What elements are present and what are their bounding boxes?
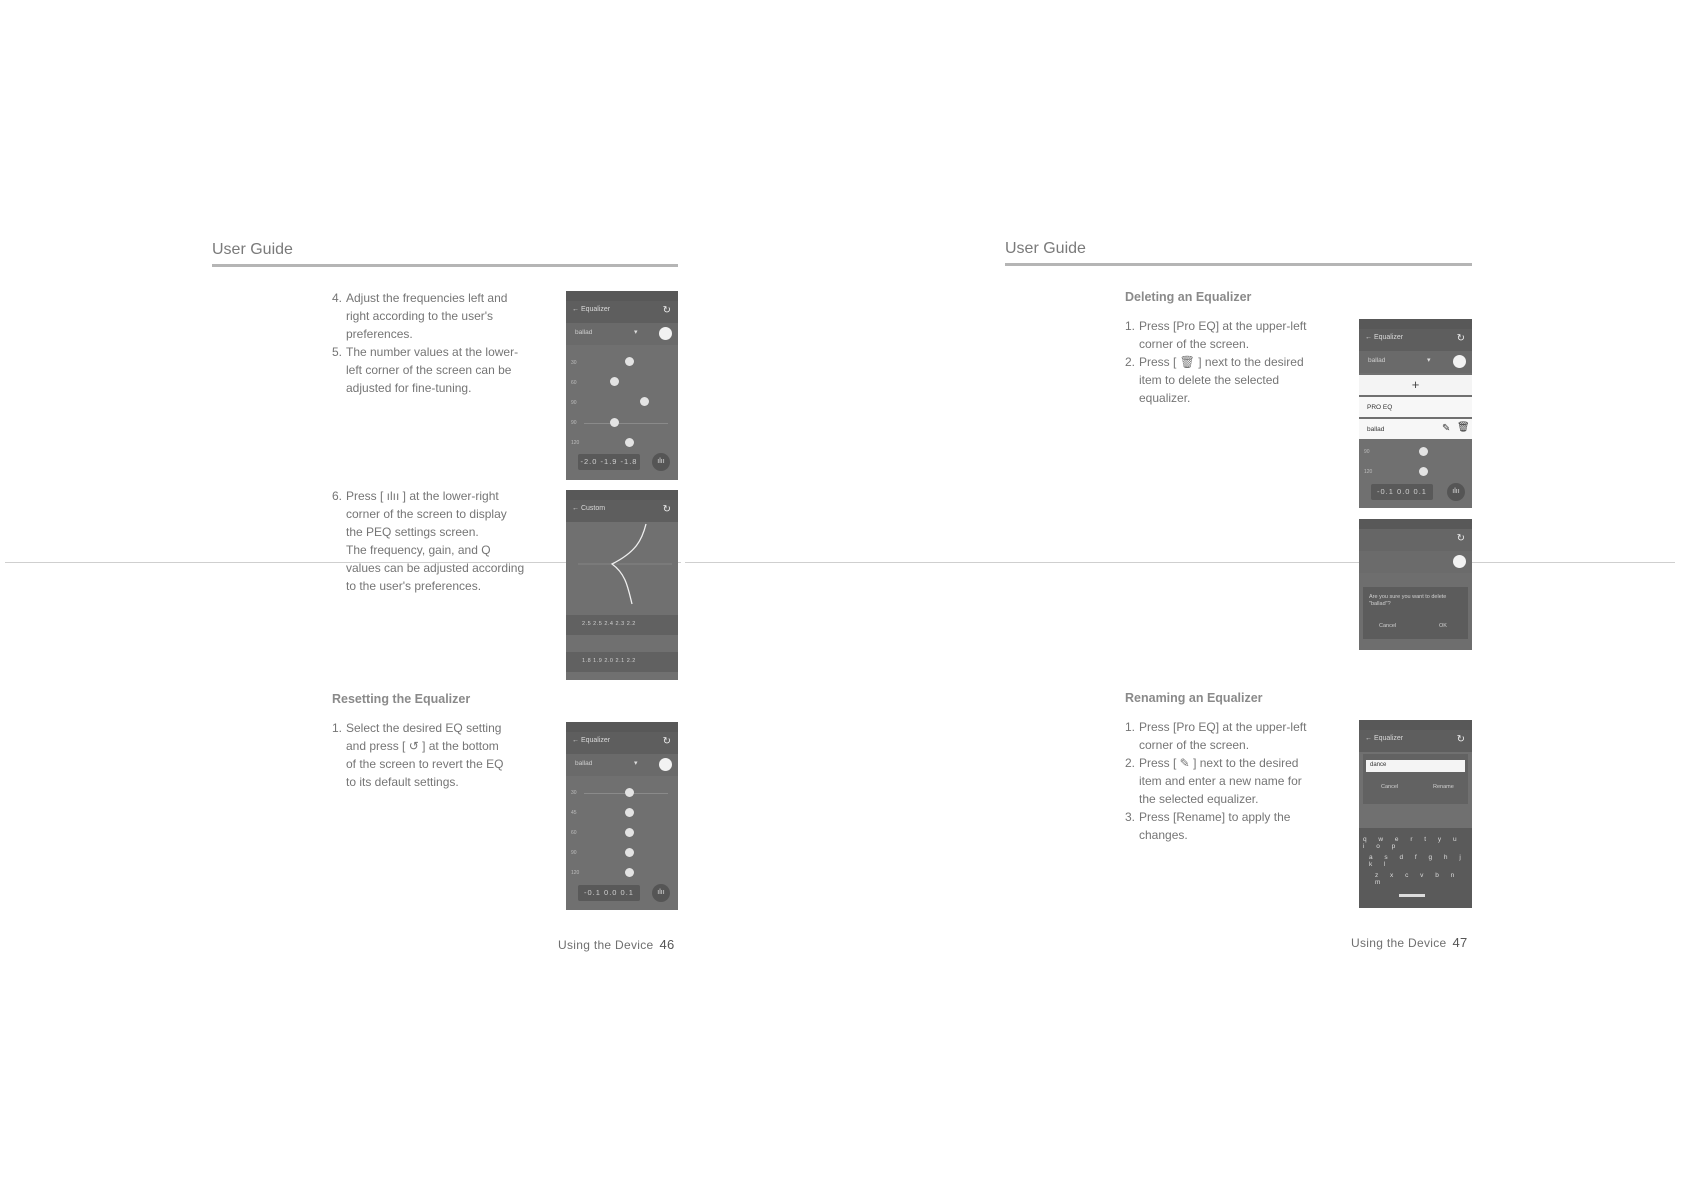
app-title-text: Equalizer — [1373, 334, 1404, 341]
keyboard[interactable] — [1359, 828, 1472, 908]
step-line: right according to the user's — [346, 309, 494, 323]
dropdown-caret-icon: ▾ — [634, 329, 638, 336]
dialog-message: Are you sure you want to delete "ballad"? — [1369, 594, 1447, 607]
band-track — [584, 423, 668, 424]
steps-rename — [1125, 718, 1340, 844]
step-line: Press [Rename] to apply the — [1139, 810, 1291, 824]
gain-row — [566, 615, 678, 635]
step-line: Press [Pro EQ] at the upper-left — [1139, 720, 1307, 734]
status-bar — [566, 291, 678, 301]
screenshot-peq-custom — [566, 490, 678, 680]
band-slider-knob[interactable] — [625, 808, 634, 817]
step-item — [332, 719, 547, 791]
dialog-ok-button[interactable]: OK — [1439, 623, 1447, 629]
app-title-text: Equalizer — [580, 306, 611, 313]
eq-item-name: PRO EQ — [1367, 404, 1393, 411]
reset-icon: ↻ — [1456, 533, 1465, 544]
gain-values: 2.5 2.5 2.4 2.3 2.2 — [582, 621, 636, 627]
app-title: ← Equalizer — [572, 737, 611, 744]
reset-icon[interactable]: ↻ — [662, 504, 671, 515]
footer-text: Using the Device — [1351, 936, 1447, 950]
band-label: 90 — [1364, 449, 1370, 455]
reset-icon[interactable]: ↻ — [1456, 333, 1465, 344]
band-slider-knob[interactable] — [610, 377, 619, 386]
preset-selector[interactable] — [566, 754, 678, 776]
rename-input-value: dance — [1370, 762, 1387, 768]
step-line: item to delete the selected — [1139, 373, 1280, 387]
section-heading-rename: Renaming an Equalizer — [1125, 691, 1263, 705]
step-line: corner of the screen. — [1139, 738, 1250, 752]
step-item — [332, 343, 547, 397]
app-bar — [1359, 730, 1472, 752]
band-label: 60 — [571, 830, 577, 836]
preset-name: ballad — [1368, 357, 1386, 364]
step-line: Press [ ✎ ] next to the desired — [1139, 756, 1299, 770]
section-heading-delete: Deleting an Equalizer — [1125, 290, 1252, 304]
toggle-switch — [1453, 555, 1466, 568]
band-slider-knob[interactable] — [610, 418, 619, 427]
step-item — [1125, 754, 1340, 808]
page-number: 46 — [659, 937, 675, 952]
app-title: ← Equalizer — [1365, 735, 1404, 742]
trash-icon[interactable]: 🗑 — [1457, 422, 1470, 433]
page-header-left: User Guide — [212, 241, 293, 258]
keyboard-row[interactable]: q w e r t y u i o p — [1363, 836, 1462, 850]
app-title-text: Equalizer — [580, 737, 611, 744]
status-bar — [1359, 319, 1472, 329]
band-label: 45 — [571, 810, 577, 816]
steps-peq — [332, 487, 547, 595]
band-slider-knob[interactable] — [625, 848, 634, 857]
band-label: 90 — [571, 400, 577, 406]
app-title: ← Equalizer — [572, 306, 611, 313]
band-label: 90 — [571, 420, 577, 426]
toggle-switch[interactable] — [659, 327, 672, 340]
step-line: preferences. — [346, 327, 413, 341]
step-line: left corner of the screen can be — [346, 363, 512, 377]
rename-confirm-button[interactable]: Rename — [1433, 784, 1454, 790]
band-label: 30 — [571, 790, 577, 796]
app-bar — [566, 301, 678, 323]
status-bar — [1359, 519, 1472, 529]
toggle-switch[interactable] — [659, 758, 672, 771]
page-header-right: User Guide — [1005, 240, 1086, 257]
step-line: corner of the screen to display — [346, 507, 507, 521]
band-slider-knob[interactable] — [625, 438, 634, 447]
step-item — [1125, 718, 1340, 754]
page-footer-left — [558, 937, 675, 952]
keyboard-row[interactable]: a s d f g h j k l — [1369, 854, 1466, 868]
eq-item-name: ballad — [1367, 426, 1385, 433]
value-display[interactable]: -0.1 0.0 0.1 — [578, 885, 640, 901]
dialog-cancel-button[interactable]: Cancel — [1379, 623, 1397, 629]
screenshot-delete-list — [1359, 319, 1472, 508]
step-item — [1125, 353, 1340, 407]
step-line: Select the desired EQ setting — [346, 721, 502, 735]
step-line: values can be adjusted according — [346, 561, 525, 575]
page-number: 47 — [1452, 935, 1468, 950]
step-number: 6. — [332, 489, 343, 503]
header-rule-right — [1005, 263, 1472, 266]
confirm-dialog — [1363, 587, 1468, 639]
pencil-icon[interactable]: ✎ — [1442, 423, 1451, 434]
space-bar[interactable] — [1399, 894, 1425, 897]
preset-selector[interactable] — [1359, 351, 1472, 373]
reset-icon: ↻ — [1456, 734, 1465, 745]
app-bar — [566, 500, 678, 522]
app-title: ← Equalizer — [1365, 334, 1404, 341]
dropdown-caret-icon: ▾ — [1427, 357, 1431, 364]
step-line: the selected equalizer. — [1139, 792, 1259, 806]
step-line: to the user's preferences. — [346, 579, 482, 593]
step-line: equalizer. — [1139, 391, 1191, 405]
rename-input[interactable] — [1366, 760, 1465, 772]
preset-name: ballad — [575, 760, 593, 767]
step-number: 1. — [1125, 720, 1136, 734]
eq-list-item[interactable] — [1359, 397, 1472, 417]
step-number: 1. — [332, 721, 343, 735]
peq-settings-button[interactable]: ılıı — [1447, 483, 1465, 501]
preset-selector — [1359, 551, 1472, 573]
screenshot-equalizer-adjust — [566, 291, 678, 480]
band-slider-knob[interactable] — [1419, 447, 1428, 456]
page-footer-right — [1351, 935, 1468, 950]
step-line: changes. — [1139, 828, 1188, 842]
step-number: 2. — [1125, 756, 1136, 770]
q-row — [566, 652, 678, 672]
step-line: The frequency, gain, and Q — [346, 543, 491, 557]
band-label: 120 — [571, 870, 580, 876]
app-title-text: Equalizer — [1373, 735, 1404, 742]
step-number: 2. — [1125, 355, 1136, 369]
value-display[interactable]: -2.0 -1.9 -1.8 — [578, 454, 640, 470]
step-item — [1125, 317, 1340, 353]
step-line: the PEQ settings screen. — [346, 525, 479, 539]
step-line: Press [Pro EQ] at the upper-left — [1139, 319, 1307, 333]
step-line: The number values at the lower- — [346, 345, 519, 359]
band-label: 60 — [571, 380, 577, 386]
band-label: 30 — [571, 360, 577, 366]
eq-list-item[interactable] — [1359, 419, 1472, 439]
preset-selector[interactable] — [566, 323, 678, 345]
step-line: of the screen to revert the EQ — [346, 757, 504, 771]
screenshot-equalizer-reset — [566, 722, 678, 910]
step-line: corner of the screen. — [1139, 337, 1250, 351]
step-line: Press [ ılıı ] at the lower-right — [346, 489, 499, 503]
eq-curve-graph — [566, 522, 678, 606]
band-slider-knob[interactable] — [625, 828, 634, 837]
step-line: and press [ ↺ ] at the bottom — [346, 739, 499, 753]
band-slider-knob[interactable] — [625, 868, 634, 877]
value-display[interactable]: -0.1 0.0 0.1 — [1371, 484, 1433, 500]
steps-reset — [332, 719, 547, 791]
band-label: 120 — [1364, 469, 1373, 475]
steps-delete — [1125, 317, 1340, 407]
step-line: adjusted for fine-tuning. — [346, 381, 472, 395]
band-slider-knob[interactable] — [640, 397, 649, 406]
step-line: Adjust the frequencies left and — [346, 291, 508, 305]
q-values: 1.8 1.9 2.0 2.1 2.2 — [582, 658, 636, 664]
step-line: Press [ 🗑 ] next to the desired — [1139, 355, 1304, 369]
app-bar — [1359, 529, 1472, 551]
status-bar — [566, 490, 678, 500]
step-line: to its default settings. — [346, 775, 459, 789]
step-item — [332, 289, 547, 343]
step-item — [1125, 808, 1340, 844]
reset-icon[interactable]: ↻ — [662, 736, 671, 747]
step-number: 4. — [332, 291, 343, 305]
band-label: 120 — [571, 440, 580, 446]
peq-settings-button[interactable]: ılıı — [652, 453, 670, 471]
band-slider-knob[interactable] — [1419, 467, 1428, 476]
screenshot-delete-confirm — [1359, 519, 1472, 650]
footer-text: Using the Device — [558, 938, 654, 952]
section-heading-reset: Resetting the Equalizer — [332, 692, 471, 706]
step-number: 1. — [1125, 319, 1136, 333]
step-line: item and enter a new name for — [1139, 774, 1302, 788]
band-slider-knob[interactable] — [625, 788, 634, 797]
band-slider-knob[interactable] — [625, 357, 634, 366]
app-title: ← Custom — [572, 505, 606, 512]
rename-dialog — [1363, 754, 1468, 804]
dropdown-caret-icon: ▾ — [634, 760, 638, 767]
preset-name: ballad — [575, 329, 593, 336]
steps-adjust — [332, 289, 547, 397]
spine-line — [685, 562, 1675, 563]
app-bar — [566, 732, 678, 754]
app-bar — [1359, 329, 1472, 351]
keyboard-row[interactable]: z x c v b n m — [1375, 872, 1460, 886]
app-title-text: Custom — [580, 505, 606, 512]
status-bar — [566, 722, 678, 732]
step-number: 5. — [332, 345, 343, 359]
header-rule-left — [212, 264, 678, 267]
step-number: 3. — [1125, 810, 1136, 824]
status-bar — [1359, 720, 1472, 730]
step-item — [332, 487, 547, 595]
peq-settings-button[interactable]: ılıı — [652, 884, 670, 902]
rename-cancel-button[interactable]: Cancel — [1381, 784, 1399, 790]
band-label: 90 — [571, 850, 577, 856]
add-eq-row[interactable]: + — [1359, 375, 1472, 395]
screenshot-rename — [1359, 720, 1472, 908]
toggle-switch[interactable] — [1453, 355, 1466, 368]
reset-icon[interactable]: ↻ — [662, 305, 671, 316]
